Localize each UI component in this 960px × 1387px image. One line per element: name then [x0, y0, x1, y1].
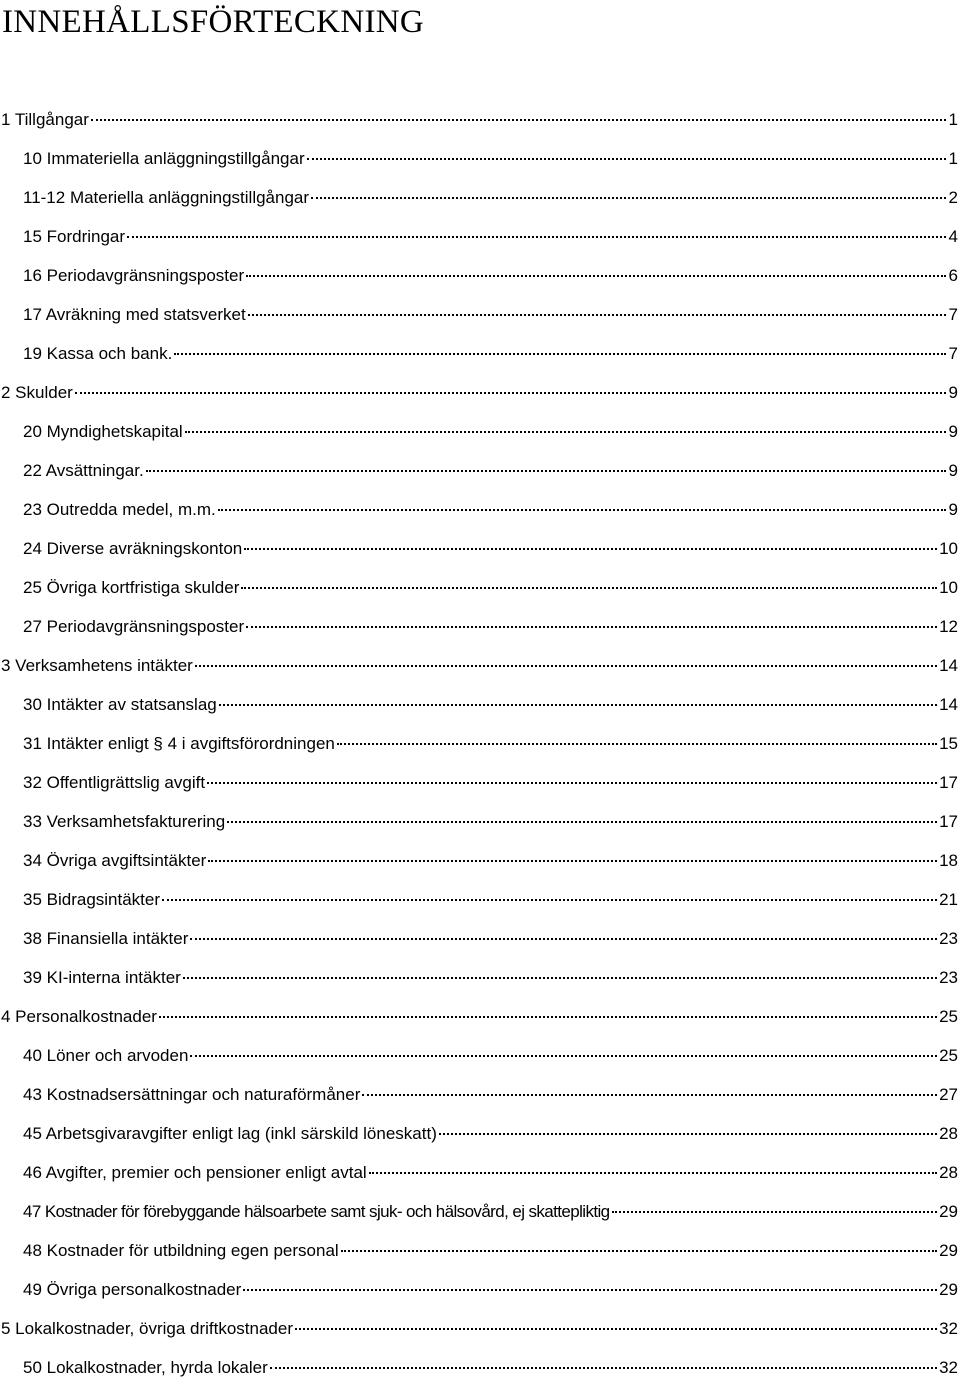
- toc-page-number: 17: [939, 812, 958, 831]
- toc-dot-leader: [337, 743, 937, 745]
- toc-entry[interactable]: [0, 763, 958, 802]
- toc-entry[interactable]: [0, 1192, 958, 1231]
- toc-entry[interactable]: [0, 646, 958, 685]
- toc-dot-leader: [270, 1367, 937, 1369]
- toc-dot-leader: [307, 158, 946, 160]
- toc-dot-leader: [244, 548, 937, 550]
- toc-page-number: 18: [939, 851, 958, 870]
- toc-entry-title: 45 Arbetsgivaravgifter enligt lag (inkl särskild löneskatt): [23, 1124, 437, 1143]
- toc-page-number: 4: [948, 227, 958, 246]
- toc-dot-leader: [369, 1172, 937, 1174]
- toc-entry[interactable]: [0, 295, 958, 334]
- toc-entry-title: 49 Övriga personalkostnader: [23, 1280, 242, 1299]
- toc-entry-title: 4 Personalkostnader: [1, 1007, 157, 1026]
- toc-page-number: 1: [948, 110, 958, 129]
- toc-page-number: 25: [939, 1007, 958, 1026]
- toc-entry[interactable]: [0, 880, 958, 919]
- toc-dot-leader: [183, 977, 937, 979]
- toc-entry-title: 38 Finansiella intäkter: [23, 929, 189, 948]
- toc-page-number: 9: [948, 500, 958, 519]
- toc-dot-leader: [162, 899, 937, 901]
- toc-page-number: 15: [939, 734, 958, 753]
- toc-dot-leader: [91, 119, 946, 121]
- toc-page-number: 9: [948, 461, 958, 480]
- toc-entry[interactable]: [0, 568, 958, 607]
- toc-page-number: 28: [939, 1124, 958, 1143]
- toc-entry[interactable]: [0, 841, 958, 880]
- toc-dot-leader: [311, 197, 946, 199]
- toc-page-number: 6: [948, 266, 958, 285]
- toc-entry-title: 25 Övriga kortfristiga skulder: [23, 578, 240, 597]
- toc-entry[interactable]: [0, 256, 958, 295]
- toc-dot-leader: [243, 1289, 937, 1291]
- toc-entry[interactable]: [0, 139, 958, 178]
- toc-page-number: 29: [939, 1202, 958, 1221]
- toc-entry[interactable]: [0, 1270, 958, 1309]
- toc-entry-title: 33 Verksamhetsfakturering: [23, 812, 226, 831]
- toc-page-number: 12: [939, 617, 958, 636]
- toc-entry[interactable]: [0, 1348, 958, 1387]
- toc-dot-leader: [218, 509, 946, 511]
- toc-dot-leader: [127, 236, 946, 238]
- toc-entry-title: 34 Övriga avgiftsintäkter: [23, 851, 207, 870]
- toc-page-number: 14: [939, 695, 958, 714]
- toc-dot-leader: [190, 938, 937, 940]
- toc-dot-leader: [227, 821, 937, 823]
- toc-entry-title: 15 Fordringar: [23, 227, 126, 246]
- toc-entry-title: 10 Immateriella anläggningstillgångar: [23, 149, 305, 168]
- toc-entry-title: 3 Verksamhetens intäkter: [1, 656, 193, 675]
- toc-page-number: 7: [948, 344, 958, 363]
- toc-entry-title: 31 Intäkter enligt § 4 i avgiftsförordningen: [23, 734, 335, 753]
- toc-entry-title: 17 Avräkning med statsverket: [23, 305, 246, 324]
- toc-page-number: 29: [939, 1280, 958, 1299]
- toc-page-number: 9: [948, 422, 958, 441]
- toc-entry-title: 20 Myndighetskapital: [23, 422, 183, 441]
- toc-page-number: 21: [939, 890, 958, 909]
- toc-page-number: 17: [939, 773, 958, 792]
- toc-page-number: 10: [939, 578, 958, 597]
- toc-entry[interactable]: [0, 529, 958, 568]
- toc-dot-leader: [208, 860, 937, 862]
- toc-entry[interactable]: [0, 1036, 958, 1075]
- toc-entry-title: 24 Diverse avräkningskonton: [23, 539, 243, 558]
- toc-entry[interactable]: [0, 334, 958, 373]
- toc-page-number: 7: [948, 305, 958, 324]
- toc-page-number: 25: [939, 1046, 958, 1065]
- toc-entry-title: 47 Kostnader för förebyggande hälsoarbete samt sjuk- och hälsovård, ej skattepliktig: [23, 1202, 610, 1221]
- toc-page-number: 1: [948, 149, 958, 168]
- table-of-contents: [0, 100, 958, 1387]
- toc-entry[interactable]: [0, 412, 958, 451]
- toc-dot-leader: [341, 1250, 937, 1252]
- toc-dot-leader: [75, 392, 946, 394]
- toc-dot-leader: [207, 782, 937, 784]
- toc-entry-title: 35 Bidragsintäkter: [23, 890, 161, 909]
- toc-dot-leader: [241, 587, 937, 589]
- toc-dot-leader: [185, 431, 946, 433]
- toc-page-number: 14: [939, 656, 958, 675]
- toc-entry-title: 48 Kostnader för utbildning egen personal: [23, 1241, 339, 1260]
- toc-entry[interactable]: [0, 919, 958, 958]
- toc-entry-title: 1 Tillgångar: [1, 110, 89, 129]
- toc-entry[interactable]: [0, 958, 958, 997]
- toc-entry[interactable]: [0, 1075, 958, 1114]
- toc-entry-title: 23 Outredda medel, m.m.: [23, 500, 216, 519]
- toc-entry[interactable]: [0, 1309, 958, 1348]
- toc-entry[interactable]: [0, 802, 958, 841]
- page-title: INNEHÅLLSFÖRTECKNING: [2, 4, 424, 40]
- toc-entry-title: 43 Kostnadsersättningar och naturaförmåner: [23, 1085, 361, 1104]
- toc-entry[interactable]: [0, 685, 958, 724]
- toc-page-number: 27: [939, 1085, 958, 1104]
- toc-page-number: 2: [948, 188, 958, 207]
- toc-page-number: 23: [939, 968, 958, 987]
- toc-entry-title: 40 Löner och arvoden: [23, 1046, 189, 1065]
- toc-entry[interactable]: [0, 451, 958, 490]
- toc-dot-leader: [195, 665, 937, 667]
- toc-entry[interactable]: [0, 100, 958, 139]
- toc-dot-leader: [159, 1016, 937, 1018]
- toc-entry[interactable]: [0, 997, 958, 1036]
- toc-dot-leader: [246, 626, 937, 628]
- toc-entry-title: 39 KI-interna intäkter: [23, 968, 181, 987]
- toc-dot-leader: [439, 1133, 937, 1135]
- toc-dot-leader: [246, 275, 946, 277]
- toc-entry[interactable]: [0, 217, 958, 256]
- toc-entry-title: 30 Intäkter av statsanslag: [23, 695, 217, 714]
- toc-page-number: 28: [939, 1163, 958, 1182]
- toc-page-number: 29: [939, 1241, 958, 1260]
- toc-dot-leader: [174, 353, 946, 355]
- toc-page-number: 23: [939, 929, 958, 948]
- toc-entry-title: 46 Avgifter, premier och pensioner enligt avtal: [23, 1163, 367, 1182]
- toc-page-number: 32: [939, 1358, 958, 1377]
- toc-entry[interactable]: [0, 373, 958, 412]
- toc-dot-leader: [248, 314, 946, 316]
- toc-entry[interactable]: [0, 1231, 958, 1270]
- toc-page-number: 9: [948, 383, 958, 402]
- toc-entry-title: 11-12 Materiella anläggningstillgångar: [23, 188, 310, 207]
- toc-entry[interactable]: [0, 607, 958, 646]
- toc-entry-title: 19 Kassa och bank.: [23, 344, 173, 363]
- toc-dot-leader: [190, 1055, 937, 1057]
- toc-entry-title: 22 Avsättningar.: [23, 461, 144, 480]
- toc-page-number: 10: [939, 539, 958, 558]
- toc-page-number: 32: [939, 1319, 958, 1338]
- toc-entry-title: 27 Periodavgränsningsposter: [23, 617, 245, 636]
- toc-entry-title: 50 Lokalkostnader, hyrda lokaler: [23, 1358, 268, 1377]
- toc-dot-leader: [362, 1094, 937, 1096]
- toc-entry-title: 32 Offentligrättslig avgift: [23, 773, 206, 792]
- toc-dot-leader: [219, 704, 937, 706]
- toc-entry-title: 5 Lokalkostnader, övriga driftkostnader: [1, 1319, 294, 1338]
- toc-entry-title: 16 Periodavgränsningsposter: [23, 266, 245, 285]
- toc-dot-leader: [612, 1211, 938, 1213]
- toc-entry[interactable]: [0, 178, 958, 217]
- toc-entry[interactable]: [0, 1114, 958, 1153]
- toc-entry[interactable]: [0, 724, 958, 763]
- toc-entry-title: 2 Skulder: [1, 383, 73, 402]
- toc-dot-leader: [146, 470, 946, 472]
- toc-entry[interactable]: [0, 490, 958, 529]
- toc-dot-leader: [295, 1328, 937, 1330]
- toc-entry[interactable]: [0, 1153, 958, 1192]
